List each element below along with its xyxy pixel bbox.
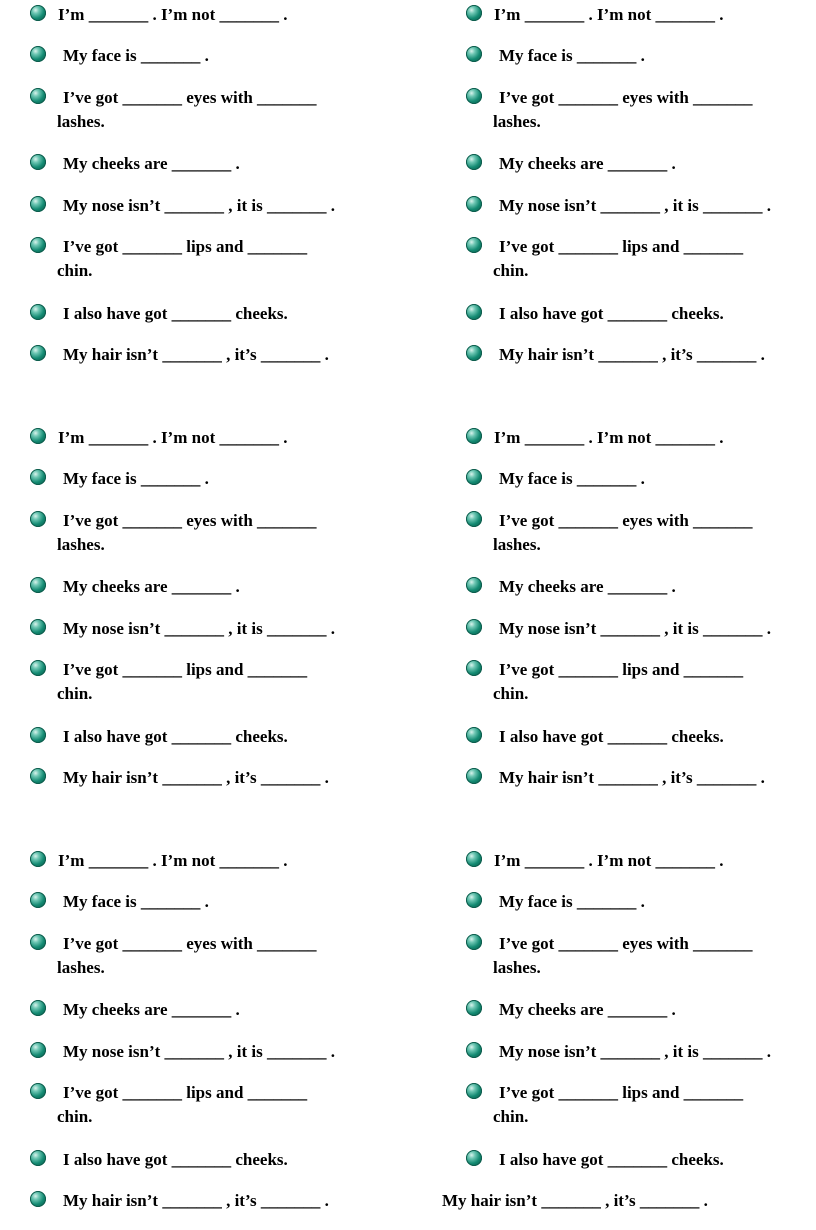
sentence-line: I’ve got _______ eyes with _______ lashes. <box>466 931 816 981</box>
globe-bullet-icon <box>30 1000 46 1016</box>
globe-bullet-icon <box>30 5 46 21</box>
globe-bullet-icon <box>30 304 46 320</box>
globe-bullet-icon <box>30 46 46 62</box>
globe-bullet-icon <box>30 660 46 676</box>
globe-bullet-icon <box>466 1150 482 1166</box>
globe-bullet-icon <box>30 88 46 104</box>
globe-bullet-icon <box>466 768 482 784</box>
globe-bullet-icon <box>30 1042 46 1058</box>
sentence-line: I’ve got _______ lips and _______ chin. <box>30 234 410 284</box>
globe-bullet-icon <box>466 154 482 170</box>
globe-bullet-icon <box>30 1150 46 1166</box>
globe-bullet-icon <box>466 345 482 361</box>
globe-bullet-icon <box>466 46 482 62</box>
worksheet-card: I’m _______ . I’m not _______ . My face is _______ . I’ve got _______ eyes with _______ lashes. My cheeks are _______ . My nose isn’t _______ , it is _______ . I’ve got _______ lips and _______ chin. I also have got _______ cheeks. My hair isn’t _______ , it’s _______ . <box>466 425 816 805</box>
globe-bullet-icon <box>466 511 482 527</box>
sentence-line: I’ve got _______ lips and _______ chin. <box>30 657 410 707</box>
sentence-line: I’ve got _______ eyes with _______ lashes. <box>30 931 410 981</box>
globe-bullet-icon <box>466 660 482 676</box>
globe-bullet-icon <box>466 1000 482 1016</box>
globe-bullet-icon <box>466 851 482 867</box>
globe-bullet-icon <box>466 577 482 593</box>
globe-bullet-icon <box>30 237 46 253</box>
worksheet-card: I’m _______ . I’m not _______ . My face is _______ . I’ve got _______ eyes with _______ lashes. My cheeks are _______ . My nose isn’t _______ , it is _______ . I’ve got _______ lips and _______ chin. I also have got _______ cheeks. My hair isn’t _______ , it’s _______ . <box>466 848 816 1228</box>
worksheet-card: I’m _______ . I’m not _______ . My face is _______ . I’ve got _______ eyes with _______ lashes. My cheeks are _______ . My nose isn’t _______ , it is _______ . I’ve got _______ lips and _______ chin. I also have got _______ cheeks. My hair isn’t _______ , it’s _______ . <box>466 2 816 382</box>
globe-bullet-icon <box>30 768 46 784</box>
globe-bullet-icon <box>466 88 482 104</box>
sentence-line: I’ve got _______ eyes with _______ lashes. <box>30 508 410 558</box>
globe-bullet-icon <box>466 1083 482 1099</box>
globe-bullet-icon <box>30 892 46 908</box>
globe-bullet-icon <box>30 154 46 170</box>
globe-bullet-icon <box>30 196 46 212</box>
globe-bullet-icon <box>466 5 482 21</box>
sentence-line: I’ve got _______ lips and _______ chin. <box>466 234 816 284</box>
sentence-line: I’ve got _______ lips and _______ chin. <box>466 657 816 707</box>
globe-bullet-icon <box>466 469 482 485</box>
globe-bullet-icon <box>30 1083 46 1099</box>
globe-bullet-icon <box>30 1191 46 1207</box>
sentence-line: I’ve got _______ lips and _______ chin. <box>30 1080 410 1130</box>
globe-bullet-icon <box>466 196 482 212</box>
globe-bullet-icon <box>30 934 46 950</box>
worksheet-card: I’m _______ . I’m not _______ . My face is _______ . I’ve got _______ eyes with _______ lashes. My cheeks are _______ . My nose isn’t _______ , it is _______ . I’ve got _______ lips and _______ chin. I also have got _______ cheeks. My hair isn’t _______ , it’s _______ . <box>30 2 410 382</box>
globe-bullet-icon <box>466 934 482 950</box>
globe-bullet-icon <box>466 1042 482 1058</box>
globe-bullet-icon <box>30 469 46 485</box>
globe-bullet-icon <box>466 727 482 743</box>
globe-bullet-icon <box>466 304 482 320</box>
globe-bullet-icon <box>30 851 46 867</box>
worksheet-card: I’m _______ . I’m not _______ . My face is _______ . I’ve got _______ eyes with _______ lashes. My cheeks are _______ . My nose isn’t _______ , it is _______ . I’ve got _______ lips and _______ chin. I also have got _______ cheeks. My hair isn’t _______ , it’s _______ . <box>30 425 410 805</box>
globe-bullet-icon <box>466 619 482 635</box>
globe-bullet-icon <box>466 237 482 253</box>
globe-bullet-icon <box>30 619 46 635</box>
sentence-line: I’ve got _______ lips and _______ chin. <box>466 1080 816 1130</box>
globe-bullet-icon <box>466 892 482 908</box>
globe-bullet-icon <box>30 511 46 527</box>
globe-bullet-icon <box>30 428 46 444</box>
globe-bullet-icon <box>30 345 46 361</box>
sentence-line: I’ve got _______ eyes with _______ lashes. <box>466 508 816 558</box>
globe-bullet-icon <box>30 577 46 593</box>
globe-bullet-icon <box>466 428 482 444</box>
globe-bullet-icon <box>30 727 46 743</box>
worksheet-card: I’m _______ . I’m not _______ . My face is _______ . I’ve got _______ eyes with _______ lashes. My cheeks are _______ . My nose isn’t _______ , it is _______ . I’ve got _______ lips and _______ chin. I also have got _______ cheeks. My hair isn’t _______ , it’s _______ . <box>30 848 410 1228</box>
sentence-line: I’ve got _______ eyes with _______ lashes. <box>466 85 816 135</box>
sentence-line: I’ve got _______ eyes with _______ lashes. <box>30 85 410 135</box>
